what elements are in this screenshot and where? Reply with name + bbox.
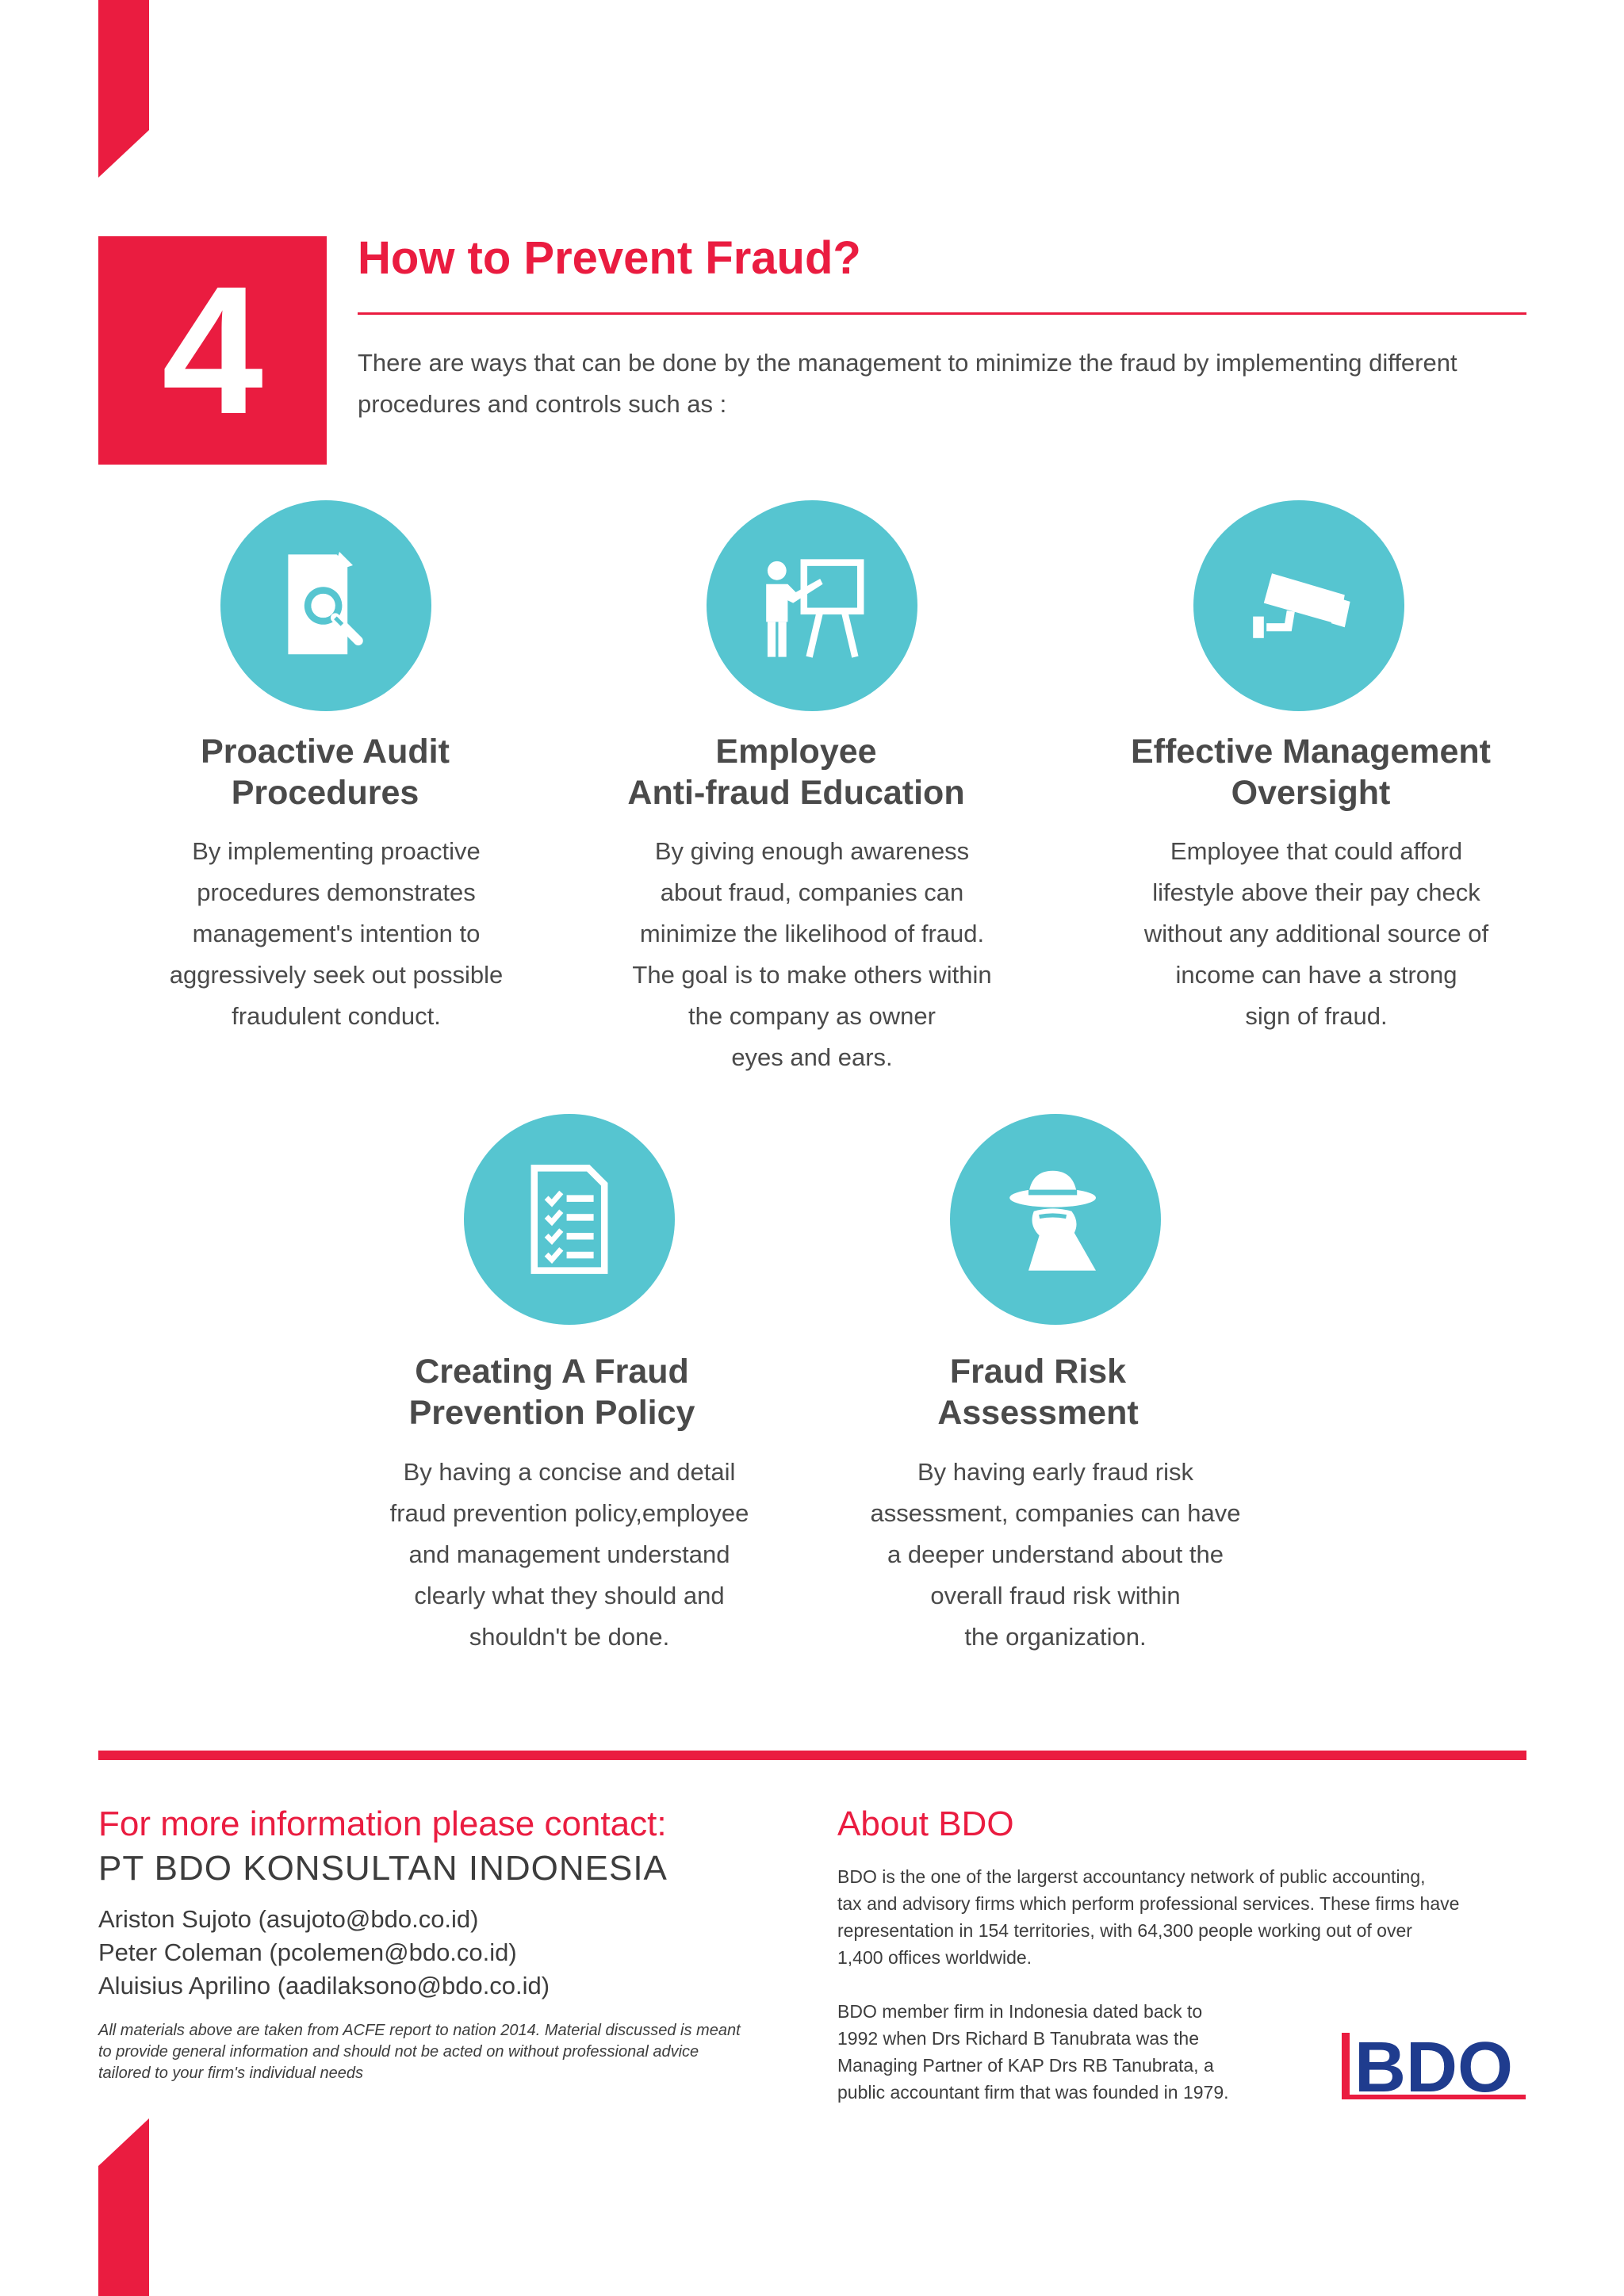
- contact-item: Ariston Sujoto (asujoto@bdo.co.id): [98, 1905, 479, 1933]
- item-title-fraud-policy: Creating A Fraud Prevention Policy: [408, 1353, 695, 1432]
- document-search-icon: [220, 500, 431, 711]
- page-title: How to Prevent Fraud?: [358, 232, 861, 284]
- item-title-proactive-audit: Proactive Audit Procedures: [201, 733, 450, 812]
- about-heading: About BDO: [837, 1804, 1014, 1843]
- contact-list: [98, 1903, 550, 2003]
- item-desc-employee-education: By giving enough awareness about fraud, companies can minimize the likelihood of fraud. The goal is to make others within the company as owner eyes and ears.: [632, 837, 992, 1071]
- contact-item: Peter Coleman (pcolemen@bdo.co.id): [98, 1938, 517, 1966]
- contact-heading: For more information please contact:: [98, 1804, 667, 1843]
- item-title-management-oversight: Effective Management Oversight: [1130, 733, 1492, 812]
- contact-item: Aluisius Aprilino (aadilaksono@bdo.co.id): [98, 1972, 550, 1999]
- item-title-employee-education: Employee Anti-fraud Education: [627, 733, 965, 812]
- top-corner-accent: [98, 0, 149, 178]
- disclaimer: All materials above are taken from ACFE report to nation 2014. Material discussed is meant to provide general information and should not be acted on without professional advice tailored to your firm's individual needs: [98, 2022, 741, 2082]
- title-divider: [358, 312, 1526, 315]
- company-name: PT BDO KONSULTAN INDONESIA: [98, 1849, 668, 1888]
- about-paragraph-2: BDO member firm in Indonesia dated back to 1992 when Drs Richard B Tanubrata was the Managing Partner of KAP Drs RB Tanubrata, a public accountant firm that was founded in 1979.: [837, 2001, 1229, 2103]
- section-number-badge: [98, 236, 327, 465]
- svg-text:BDO: BDO: [1354, 2030, 1513, 2106]
- section-number: 4: [162, 248, 263, 452]
- item-desc-management-oversight: Employee that could afford lifestyle above their pay check without any additional source of income can have a strong sign of fraud.: [1143, 837, 1489, 1030]
- intro-text: There are ways that can be done by the management to minimize the fraud by implementing different procedures and controls such as :: [358, 349, 1457, 418]
- presenter-board-icon: [707, 500, 917, 711]
- item-desc-fraud-policy: By having a concise and detail fraud prevention policy,employee and management understand clearly what they should and shouldn't be done.: [389, 1458, 749, 1651]
- spy-icon: [950, 1114, 1161, 1325]
- bottom-corner-accent: [98, 2118, 149, 2296]
- item-desc-proactive-audit: By implementing proactive procedures demonstrates management's intention to aggressively seek out possible fraudulent conduct.: [169, 837, 504, 1030]
- about-paragraph-1: BDO is the one of the largerst accountancy network of public accounting, tax and advisory firms which perform professional services. These firms have representation in 154 territories, with 64,300 people working out of over 1,400 offices worldwide.: [837, 1866, 1460, 1968]
- footer-divider: [98, 1751, 1526, 1760]
- bdo-logo: [1342, 2030, 1526, 2106]
- item-desc-risk-assessment: By having early fraud risk assessment, companies can have a deeper understand about the overall fraud risk within the organization.: [870, 1458, 1241, 1651]
- security-camera-icon: [1193, 500, 1404, 711]
- checklist-icon: [464, 1114, 675, 1325]
- item-title-risk-assessment: Fraud Risk Assessment: [937, 1353, 1139, 1432]
